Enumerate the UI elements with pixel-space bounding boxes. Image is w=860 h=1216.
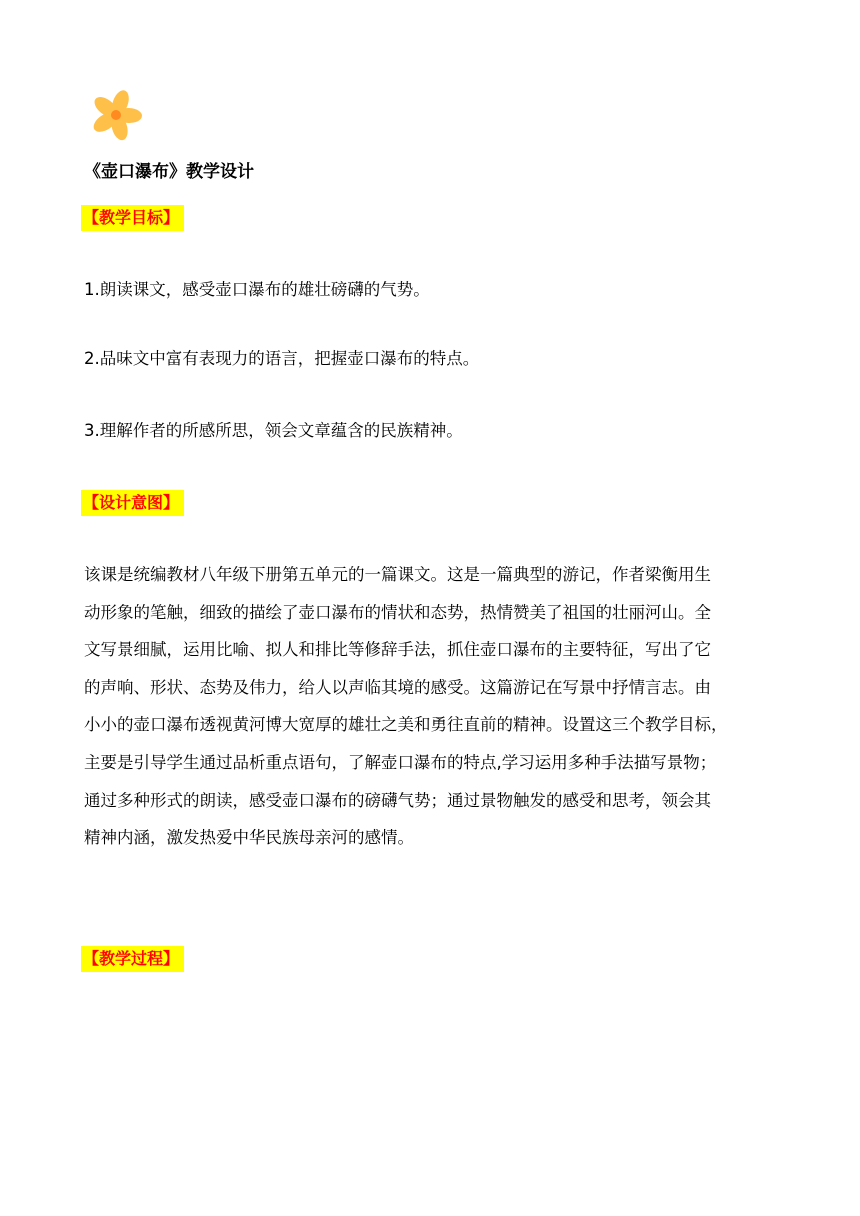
paragraph-line: 精神内涵，激发热爱中华民族母亲河的感情。	[84, 828, 414, 848]
paragraph-line: 通过多种形式的朗读，感受壶口瀑布的磅礴气势；通过景物触发的感受和思考，领会其	[84, 790, 711, 810]
paragraph-line: 动形象的笔触，细致的描绘了壶口瀑布的情状和态势，热情赞美了祖国的壮丽河山。全	[84, 602, 711, 622]
goal-item-2: 2.品味文中富有表现力的语言，把握壶口瀑布的特点。	[84, 349, 480, 368]
goal-item-1: 1.朗读课文，感受壶口瀑布的雄壮磅礴的气势。	[84, 280, 430, 299]
intent-paragraph	[84, 560, 790, 861]
section-heading-process: 【教学过程】	[81, 946, 184, 972]
paragraph-line: 的声响、形状、态势及伟力，给人以声临其境的感受。这篇游记在写景中抒情言志。由	[84, 677, 711, 697]
paragraph-line: 小小的壶口瀑布透视黄河博大宽厚的雄壮之美和勇往直前的精神。设置这三个教学目标，	[84, 715, 728, 735]
goal-item-3: 3.理解作者的所感所思，领会文章蕴含的民族精神。	[84, 421, 463, 440]
paragraph-line: 该课是统编教材八年级下册第五单元的一篇课文。这是一篇典型的游记，作者梁衡用生	[84, 565, 711, 584]
paragraph-line: 主要是引导学生通过品析重点语句，了解壶口瀑布的特点,学习运用多种手法描写景物；	[84, 752, 717, 772]
paragraph-line: 文写景细腻，运用比喻、拟人和排比等修辞手法，抓住壶口瀑布的主要特征，写出了它	[84, 640, 711, 660]
section-heading-intent: 【设计意图】	[81, 490, 184, 516]
flower-icon	[88, 88, 144, 142]
section-heading-goals: 【教学目标】	[81, 205, 184, 231]
document-title: 《壶口瀑布》教学设计	[84, 162, 254, 182]
